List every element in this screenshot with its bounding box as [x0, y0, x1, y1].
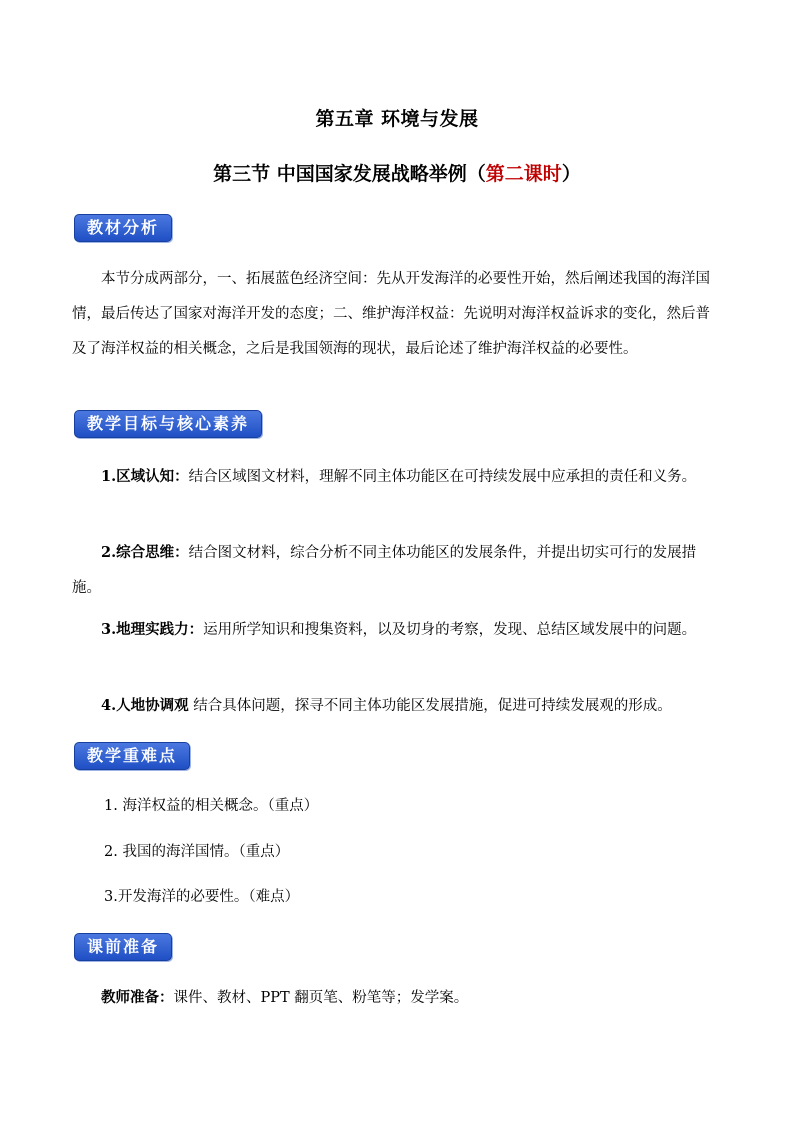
goal-item-label: 1.区域认知：: [101, 468, 189, 485]
goal-item-text: 结合区域图文材料，理解不同主体功能区在可持续发展中应承担的责任和义务。: [188, 469, 697, 485]
heading-analysis-label: 教材分析: [87, 218, 160, 237]
heading-goals-label: 教学目标与核心素养: [87, 414, 250, 433]
heading-keypoints-label: 教学重难点: [87, 746, 178, 765]
section-title: [0, 159, 794, 186]
keypoint-item: 1. 海洋权益的相关概念。（重点）: [104, 798, 319, 814]
keypoint-item: 3.开发海洋的必要性。（难点）: [104, 889, 300, 905]
heading-badge-analysis: [74, 214, 172, 242]
goal-item: [72, 535, 722, 606]
keypoint-item: 2. 我国的海洋国情。（重点）: [104, 844, 290, 860]
goal-item-label: 2.综合思维：: [101, 544, 189, 561]
section-title-end: ）: [561, 163, 581, 185]
section-title-lesson: 第二课时: [485, 163, 562, 185]
goal-item-text: 结合具体问题，探寻不同主体功能区发展措施，促进可持续发展观的形成。: [188, 698, 672, 714]
analysis-paragraph: 本节分成两部分，一、拓展蓝色经济空间：先从开发海洋的必要性开始，然后阐述我国的海洋国情，最后传达了国家对海洋开发的态度；二、维护海洋权益：先说明对海洋权益诉求的变化，然后普及了海洋权益的相关概念，之后是我国领海的现状，最后论述了维护海洋权益的必要性。: [72, 271, 710, 357]
goal-item-text: 结合图文材料，综合分析不同主体功能区的发展条件，并提出切实可行的发展措施。: [72, 545, 697, 596]
section-title-main: 第三节 中国国家发展战略举例（: [213, 163, 486, 185]
goal-item: [72, 688, 722, 724]
heading-badge-goals: [74, 410, 262, 438]
goal-item-label: 4.人地协调观: [101, 697, 189, 714]
heading-prep-label: 课前准备: [87, 937, 160, 956]
goal-item-text: 运用所学知识和搜集资料，以及切身的考察，发现、总结区域发展中的问题。: [203, 622, 697, 638]
prep-label: 教师准备：: [101, 989, 174, 1006]
chapter-title: 第五章 环境与发展: [315, 108, 479, 130]
prep-text: 课件、教材、PPT 翻页笔、粉笔等；发学案。: [173, 990, 469, 1006]
goal-item-label: 3.地理实践力：: [101, 621, 204, 638]
heading-badge-keypoints: [74, 742, 190, 770]
goal-item: [72, 612, 722, 648]
heading-badge-prep: [74, 933, 172, 961]
prep-paragraph: [72, 980, 722, 1016]
goal-item: [72, 459, 722, 495]
